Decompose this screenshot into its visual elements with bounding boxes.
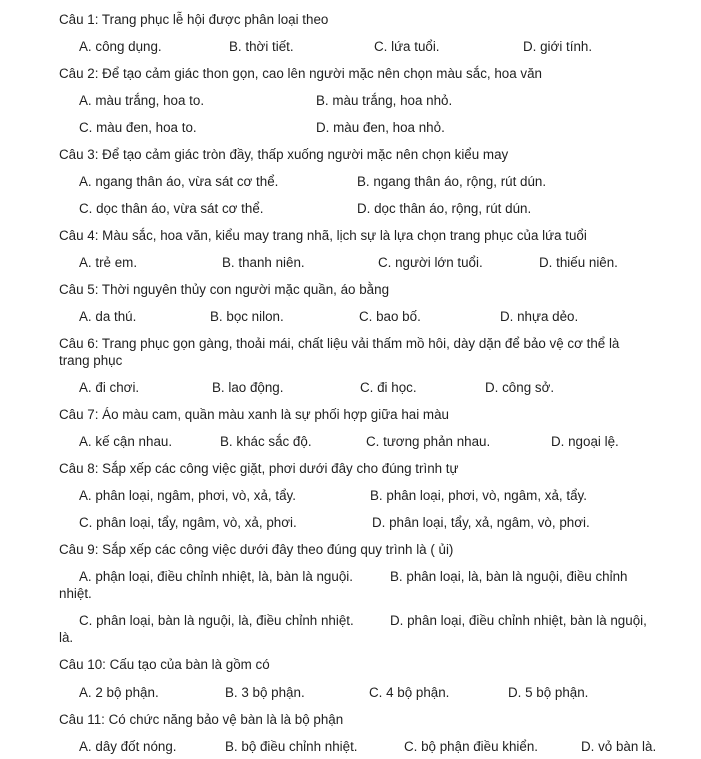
question-8: Câu 8: Sắp xếp các công việc giặt, phơi dưới đây cho đúng trình tự (59, 461, 459, 476)
q7-option-d: D. ngoại lệ. (551, 434, 619, 449)
q3-option-a: A. ngang thân áo, vừa sát cơ thể. (79, 174, 279, 189)
q6-option-a: A. đi chơi. (79, 380, 140, 395)
question-7: Câu 7: Áo màu cam, quần màu xanh là sự phối hợp giữa hai màu (59, 407, 449, 422)
q5-option-d: D. nhựa dẻo. (500, 309, 579, 324)
q9-option-d: D. phân loại, điều chỉnh nhiệt, bàn là nguội, (390, 613, 647, 628)
question-10: Câu 10: Cấu tạo của bàn là gồm có (59, 657, 270, 672)
q1-option-a: A. công dụng. (79, 39, 162, 54)
q4-option-c: C. người lớn tuổi. (378, 255, 483, 270)
question-1: Câu 1: Trang phục lễ hội được phân loại theo (59, 12, 329, 27)
q5-option-a: A. da thú. (79, 309, 137, 324)
q8-option-c: C. phân loại, tẩy, ngâm, vò, xả, phơi. (79, 515, 297, 530)
q10-option-d: D. 5 bộ phận. (508, 685, 589, 700)
q7-option-b: B. khác sắc độ. (220, 434, 312, 449)
q5-option-b: B. bọc nilon. (210, 309, 284, 324)
q7-option-a: A. kế cận nhau. (79, 434, 173, 449)
q8-option-b: B. phân loại, phơi, vò, ngâm, xả, tẩy. (370, 488, 587, 503)
q6-option-d: D. công sở. (485, 380, 555, 395)
question-2: Câu 2: Để tạo cảm giác thon gọn, cao lên người mặc nên chọn màu sắc, hoa văn (59, 66, 542, 81)
q9-option-a: A. phận loại, điều chỉnh nhiệt, là, bàn là nguội. (79, 569, 353, 584)
q3-option-c: C. dọc thân áo, vừa sát cơ thể. (79, 201, 264, 216)
q2-option-d: D. màu đen, hoa nhỏ. (316, 120, 445, 135)
q9-option-c: C. phân loại, bàn là nguội, là, điều chỉnh nhiệt. (79, 613, 354, 628)
q9-option-d-wrap: là. (59, 630, 74, 645)
q11-option-c: C. bộ phận điều khiển. (404, 739, 539, 754)
question-9: Câu 9: Sắp xếp các công việc dưới đây theo đúng quy trình là ( ủi) (59, 542, 454, 557)
question-3: Câu 3: Để tạo cảm giác tròn đầy, thấp xuống người mặc nên chọn kiểu may (59, 147, 509, 162)
q6-option-b: B. lao động. (212, 380, 284, 395)
question-5: Câu 5: Thời nguyên thủy con người mặc quần, áo bằng (59, 282, 390, 297)
q9-option-b-wrap: nhiệt. (59, 586, 92, 601)
q4-option-a: A. trẻ em. (79, 255, 138, 270)
q2-option-b: B. màu trắng, hoa nhỏ. (316, 93, 453, 108)
q2-option-c: C. màu đen, hoa to. (79, 120, 197, 135)
q8-option-d: D. phân loại, tẩy, xả, ngâm, vò, phơi. (372, 515, 590, 530)
q11-option-a: A. dây đốt nóng. (79, 739, 177, 754)
q4-option-d: D. thiếu niên. (539, 255, 618, 270)
q3-option-b: B. ngang thân áo, rộng, rút dún. (357, 174, 547, 189)
q8-option-a: A. phân loại, ngâm, phơi, vò, xả, tẩy. (79, 488, 296, 503)
q3-option-d: D. dọc thân áo, rộng, rút dún. (357, 201, 532, 216)
q9-option-b: B. phân loại, là, bàn là nguội, điều chỉnh (390, 569, 628, 584)
q1-option-c: C. lứa tuổi. (374, 39, 440, 54)
q5-option-c: C. bao bố. (359, 309, 421, 324)
question-11: Câu 11: Có chức năng bảo vệ bàn là là bộ phận (59, 712, 344, 727)
q11-option-d: D. vỏ bàn là. (581, 739, 657, 754)
question-6: Câu 6: Trang phục gọn gàng, thoải mái, chất liệu vải thấm mồ hôi, dày dặn để bảo vệ cơ thể là (59, 336, 620, 351)
q10-option-c: C. 4 bộ phận. (369, 685, 450, 700)
q10-option-a: A. 2 bộ phận. (79, 685, 159, 700)
q1-option-d: D. giới tính. (523, 39, 593, 54)
q2-option-a: A. màu trắng, hoa to. (79, 93, 205, 108)
q11-option-b: B. bộ điều chỉnh nhiệt. (225, 739, 358, 754)
q7-option-c: C. tương phản nhau. (366, 434, 491, 449)
question-4: Câu 4: Màu sắc, hoa văn, kiểu may trang nhã, lịch sự là lựa chọn trang phục của lứa tuổi (59, 228, 587, 243)
q6-option-c: C. đi học. (360, 380, 417, 395)
q10-option-b: B. 3 bộ phận. (225, 685, 305, 700)
q1-option-b: B. thời tiết. (229, 39, 294, 54)
q4-option-b: B. thanh niên. (222, 255, 305, 270)
question-6-continued: trang phục (59, 353, 123, 368)
